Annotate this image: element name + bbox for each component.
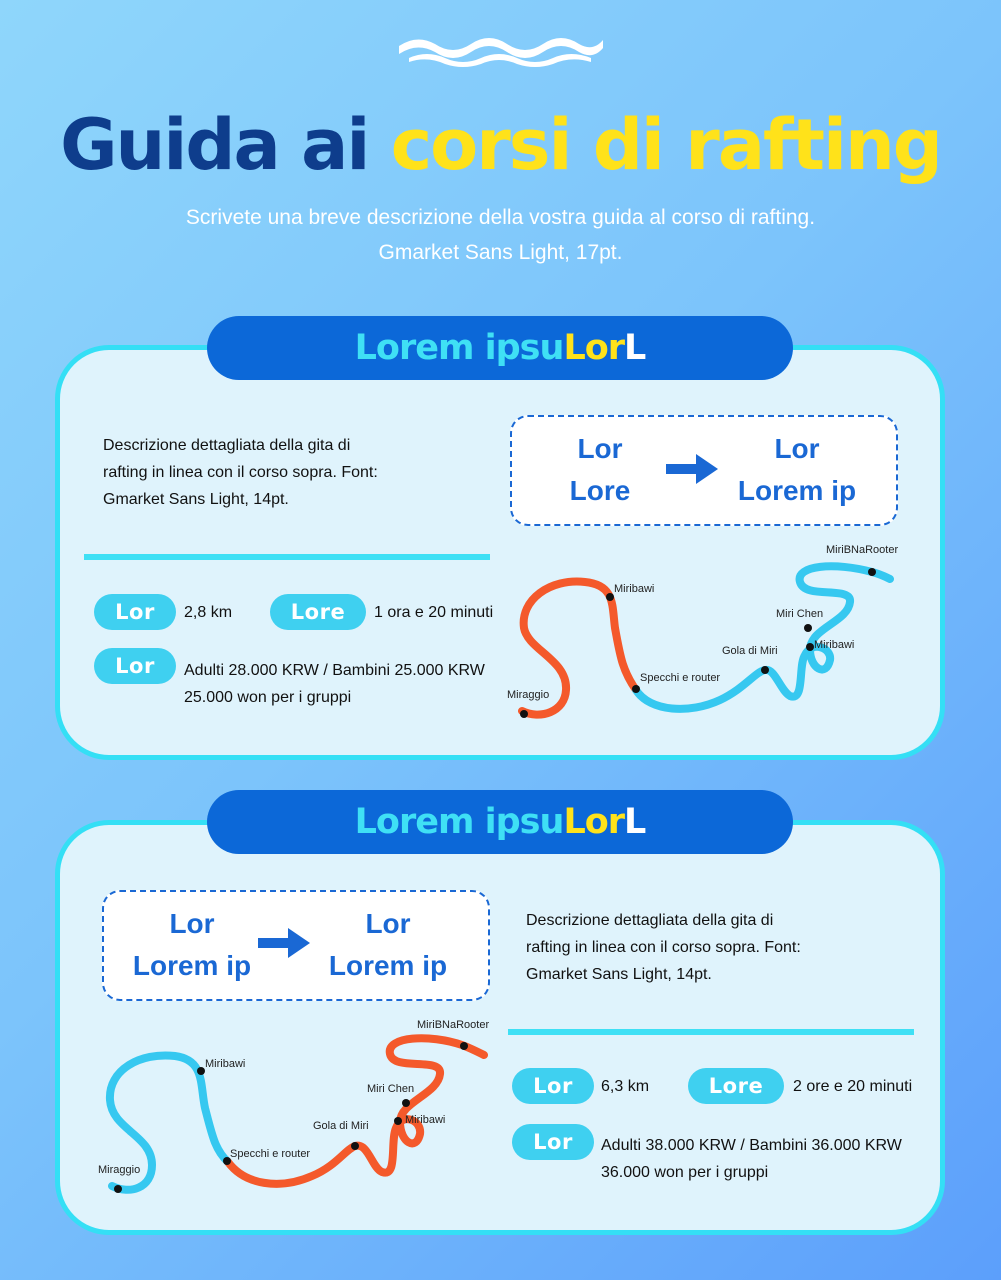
- title-part-dark: Guida ai: [60, 104, 369, 186]
- map-dot: [394, 1117, 402, 1125]
- time-tag-2: Lore: [688, 1068, 784, 1104]
- banner-text-yellow: Lor: [563, 328, 625, 368]
- description-line: Gmarket Sans Light, 14pt.: [526, 966, 712, 983]
- price-tag-1: Lor: [94, 648, 176, 684]
- route-to-line: Lor: [365, 908, 411, 939]
- map-label-miribawi: Miribawi: [205, 1058, 246, 1070]
- banner-text-white: L: [624, 802, 646, 842]
- banner-text-cyan: Lorem ipsu: [354, 328, 564, 368]
- route-from-line: Lor: [169, 908, 215, 939]
- time-tag-1: Lore: [270, 594, 366, 630]
- description-line: rafting in linea con il corso sopra. Font:: [103, 464, 378, 481]
- price-line: 36.000 won per i gruppi: [601, 1164, 769, 1181]
- river-segment-orange: [228, 1038, 484, 1184]
- price-line: 25.000 won per i gruppi: [184, 689, 352, 706]
- price-line: Adulti 38.000 KRW / Bambini 36.000 KRW: [601, 1137, 902, 1154]
- map-dot: [402, 1099, 410, 1107]
- route-to-line: Lorem ip: [328, 950, 448, 981]
- subtitle-line-2: Gmarket Sans Light, 17pt.: [378, 241, 623, 264]
- route-to-line: Lor: [774, 433, 820, 464]
- distance-tag-2: Lor: [512, 1068, 594, 1104]
- title-part-yellow: corsi di rafting: [390, 104, 941, 186]
- map-label-miri-chen: Miri Chen: [367, 1083, 415, 1095]
- map-label-miraggio: Miraggio: [507, 689, 550, 701]
- map-label-miribawi: Miribawi: [614, 583, 655, 595]
- map-label-miribawi-right: Miribawi: [405, 1114, 446, 1126]
- map-label-miri-chen: Miri Chen: [776, 608, 824, 620]
- price-tag-2: Lor: [512, 1124, 594, 1160]
- banner-text-white: L: [624, 328, 646, 368]
- route-from-line: Lor: [577, 433, 623, 464]
- distance-tag-1: Lor: [94, 594, 176, 630]
- banner-text-yellow: Lor: [563, 802, 625, 842]
- map-label-specchi: Specchi e router: [230, 1148, 311, 1160]
- route-from-line: Lore: [569, 475, 631, 506]
- description-line: Descrizione dettagliata della gita di: [526, 912, 774, 929]
- map-label-miraggio: Miraggio: [98, 1164, 141, 1176]
- map-label-miribawi-right: Miribawi: [814, 639, 855, 651]
- map-label-gola: Gola di Miri: [313, 1120, 369, 1132]
- route-from-line: Lorem ip: [132, 950, 252, 981]
- description-line: Descrizione dettagliata della gita di: [103, 437, 351, 454]
- distance-value-2: 6,3 km: [601, 1078, 650, 1095]
- map-dot: [114, 1185, 122, 1193]
- time-value-1: 1 ora e 20 minuti: [374, 604, 494, 621]
- description-line: Gmarket Sans Light, 14pt.: [103, 491, 289, 508]
- price-line: Adulti 28.000 KRW / Bambini 25.000 KRW: [184, 662, 485, 679]
- time-value-2: 2 ore e 20 minuti: [793, 1078, 913, 1095]
- description-line: rafting in linea con il corso sopra. Font:: [526, 939, 801, 956]
- map-label-specchi: Specchi e router: [640, 672, 721, 684]
- banner-text-cyan: Lorem ipsu: [354, 802, 564, 842]
- map-dot: [351, 1142, 359, 1150]
- map-dot: [460, 1042, 468, 1050]
- map-label-gola: Gola di Miri: [722, 645, 778, 657]
- distance-value-1: 2,8 km: [184, 604, 233, 621]
- subtitle-line-1: Scrivete una breve descrizione della vostra guida al corso di rafting.: [185, 206, 816, 229]
- route-to-line: Lorem ip: [737, 475, 857, 506]
- map-label-miribna: MiriBNaRooter: [826, 544, 899, 556]
- map-dot: [197, 1067, 205, 1075]
- map-label-miribna: MiriBNaRooter: [417, 1019, 490, 1031]
